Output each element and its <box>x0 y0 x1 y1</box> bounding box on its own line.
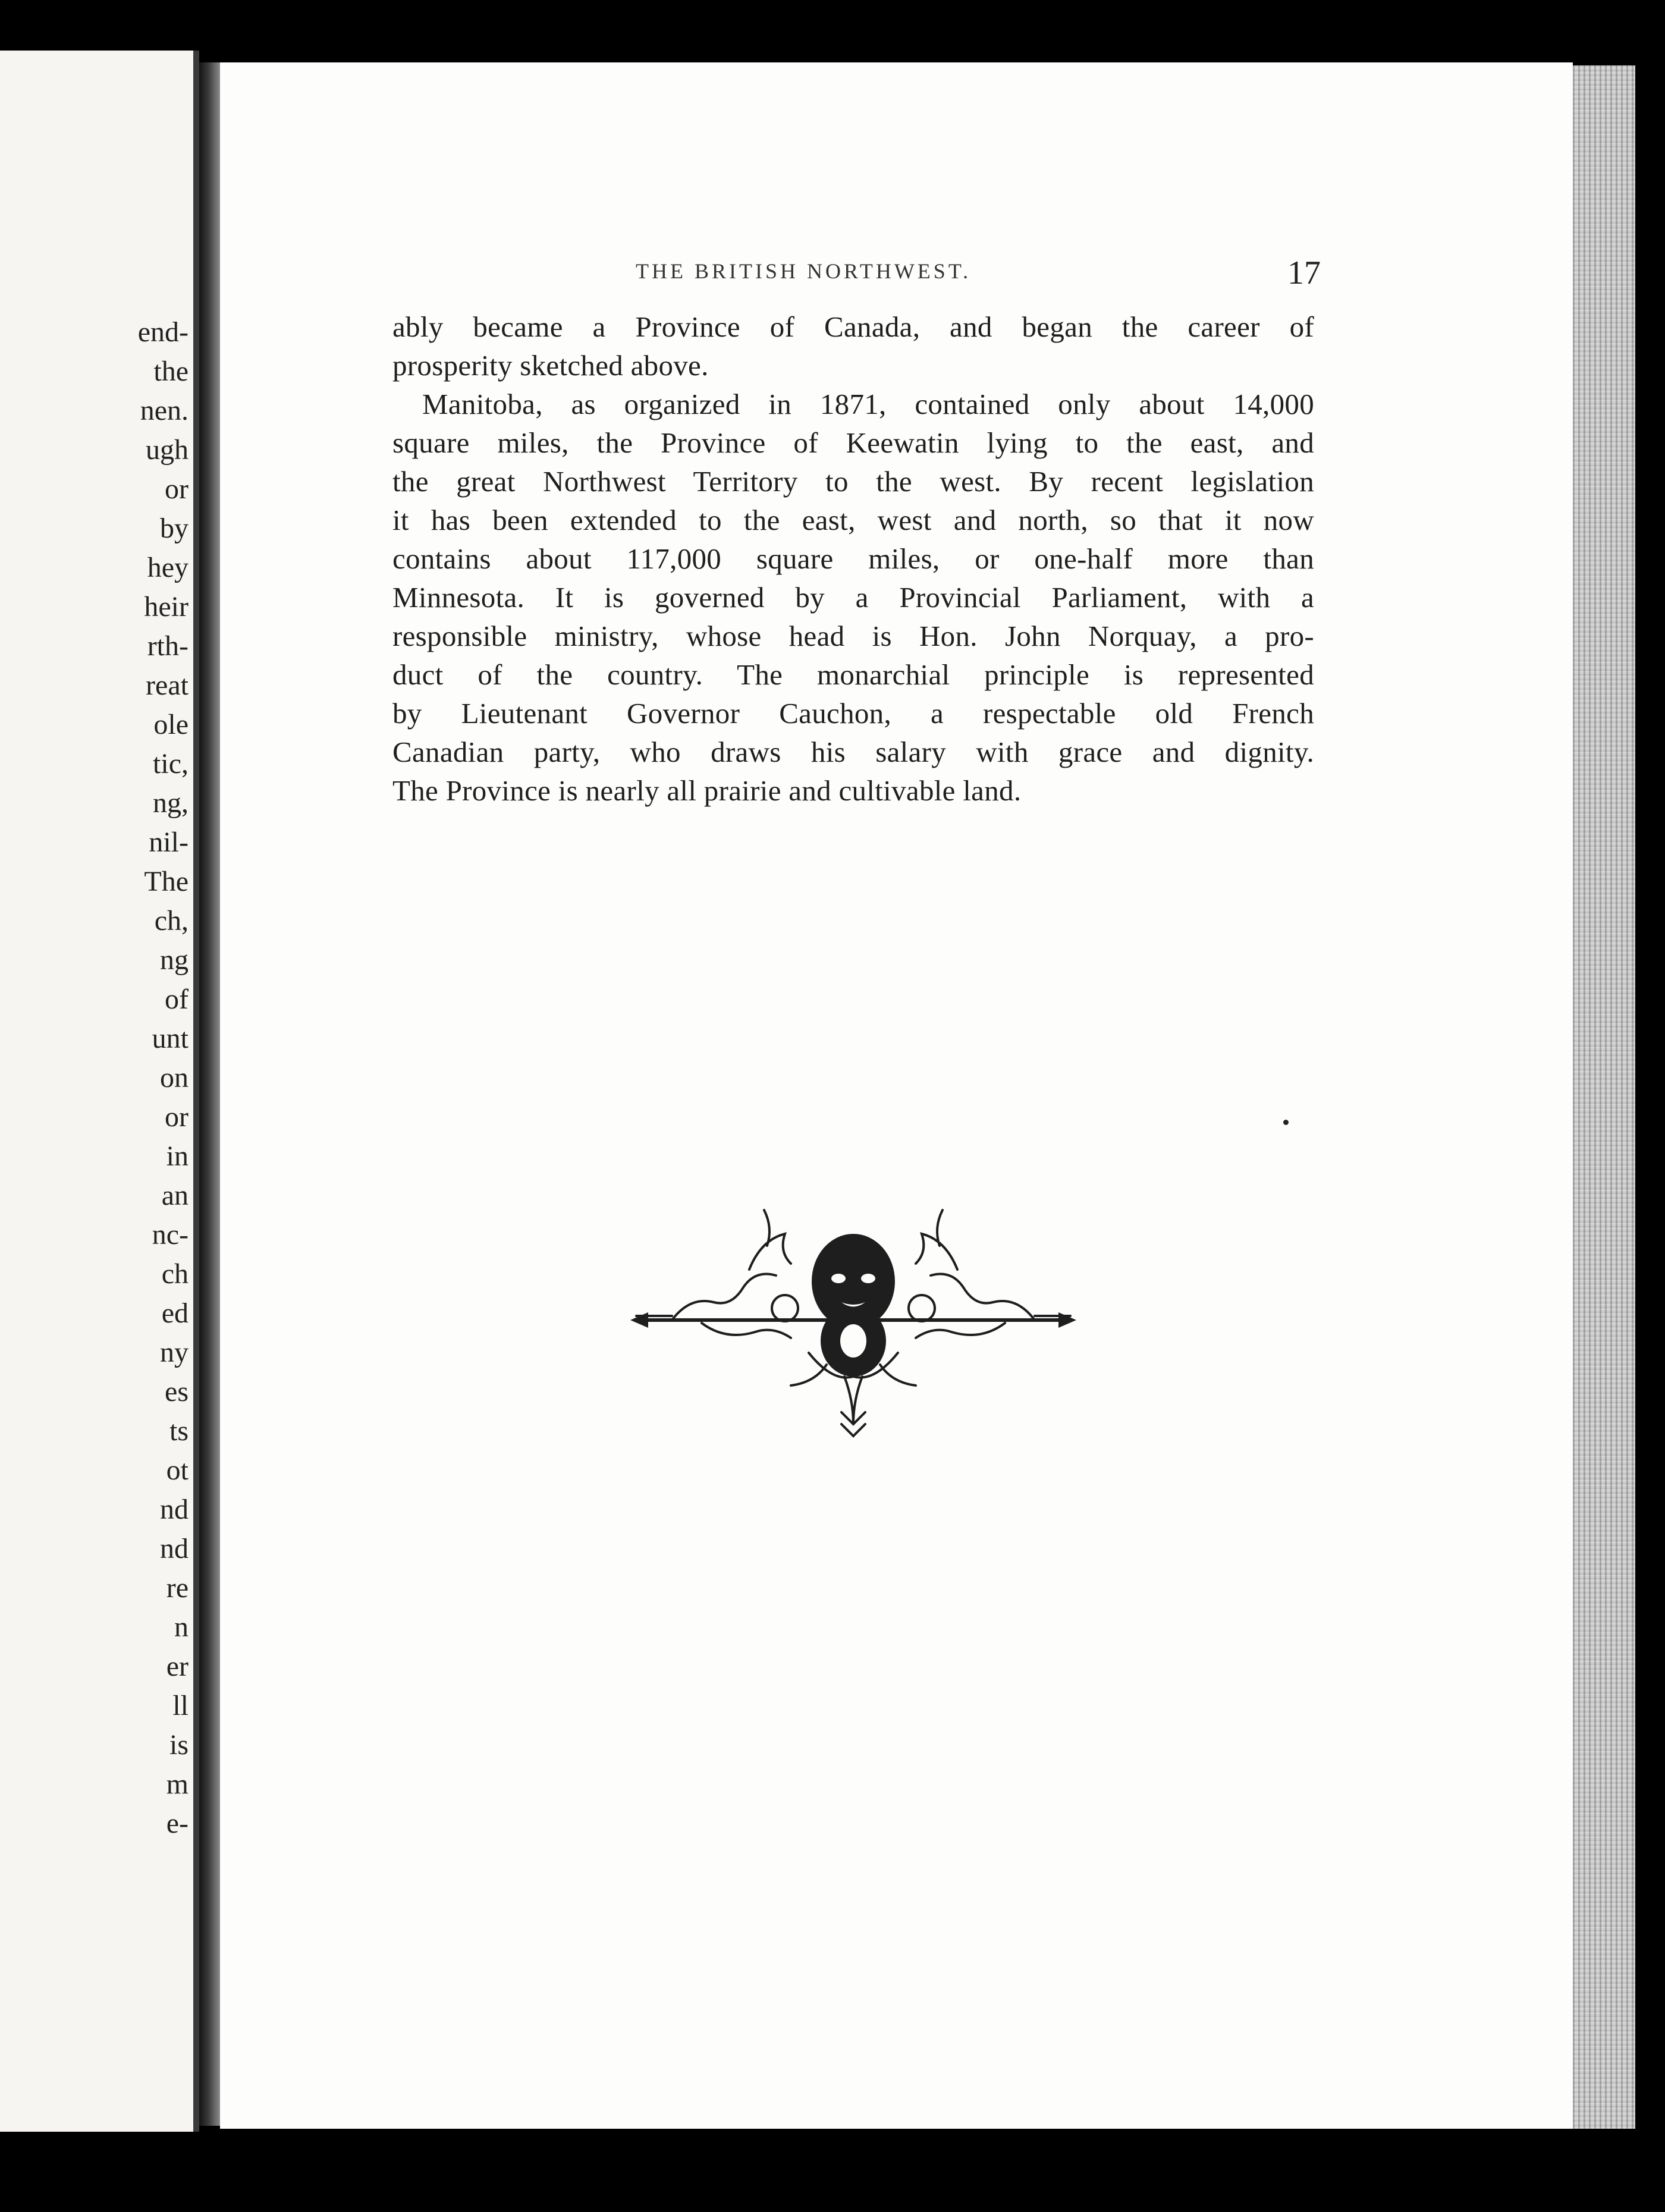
left-page-fragment: or <box>165 1101 189 1133</box>
text-line: square miles, the Province of Keewatin lying to the east, and <box>392 426 1314 459</box>
left-page-fragment: ng <box>160 944 189 976</box>
floral-ornament-icon <box>630 1174 1076 1448</box>
left-page-fragment: nil- <box>149 827 189 858</box>
text-line: by Lieutenant Governor Cauchon, a respectable old French <box>392 697 1314 730</box>
left-page-fragment: ng, <box>153 787 189 819</box>
left-page-fragment: ts <box>169 1415 189 1447</box>
page-edge-texture <box>1573 65 1635 2129</box>
left-page-fragment: hey <box>147 552 189 583</box>
text-line: Minnesota. It is governed by a Provincial Parliament, with a <box>392 581 1314 614</box>
text-line: responsible ministry, whose head is Hon. John Norquay, a pro- <box>392 620 1314 652</box>
left-page-fragment: nc- <box>152 1219 189 1250</box>
left-page-fragment: or <box>165 473 189 505</box>
left-page-fragment: nd <box>160 1533 189 1564</box>
left-page-fragment: an <box>161 1180 189 1211</box>
left-page-fragment: er <box>166 1651 189 1682</box>
text-line: ably became a Province of Canada, and began the career of <box>392 310 1314 343</box>
running-title: THE BRITISH NORTHWEST. <box>636 259 972 283</box>
text-line: prosperity sketched above. <box>392 349 709 382</box>
left-page-fragment: ole <box>153 709 189 740</box>
left-page-fragment: re <box>166 1572 189 1604</box>
left-page-fragment: n <box>174 1611 189 1643</box>
left-page-fragment: es <box>165 1376 189 1407</box>
book-page <box>220 62 1573 2129</box>
left-page-fragment: the <box>153 356 189 387</box>
text-line: Manitoba, as organized in 1871, contained only about 14,000 <box>422 388 1314 420</box>
left-page-fragment: end- <box>137 316 189 348</box>
text-line: Canadian party, who draws his salary with grace and dignity. <box>392 736 1314 768</box>
left-page-fragment: nen. <box>140 395 189 426</box>
page-number: 17 <box>1287 254 1321 291</box>
left-page-fragment: rth- <box>147 630 189 662</box>
book-gutter <box>199 62 220 2126</box>
left-page-fragment: ugh <box>146 434 189 466</box>
body-text <box>392 307 1314 810</box>
text-line: the great Northwest Territory to the west. By recent legislation <box>392 465 1314 498</box>
left-page-fragment: tic, <box>153 748 189 780</box>
left-page-fragment: on <box>160 1062 189 1094</box>
left-page-fragment: of <box>165 984 189 1015</box>
left-page-fragment: e- <box>166 1808 189 1839</box>
left-page-fragment: by <box>160 513 189 544</box>
text-line: duct of the country. The monarchial principle is represented <box>392 658 1314 691</box>
left-page-fragment: ed <box>161 1297 189 1329</box>
left-page-fragment: reat <box>146 670 189 701</box>
running-head <box>220 254 1573 290</box>
left-page-fragment: unt <box>152 1023 189 1054</box>
left-page-fragment: nd <box>160 1494 189 1525</box>
left-page-fragment: m <box>166 1768 189 1800</box>
left-page-fragment: ny <box>160 1337 189 1368</box>
left-page-fragment: in <box>166 1140 189 1172</box>
text-line: it has been extended to the east, west and north, so that it now <box>392 504 1314 536</box>
left-facing-page <box>0 51 199 2132</box>
text-line: contains about 117,000 square miles, or one-half more than <box>392 542 1314 575</box>
left-page-fragment: heir <box>144 591 189 623</box>
text-line: The Province is nearly all prairie and cultivable land. <box>392 774 1022 807</box>
left-page-fragment: The <box>144 866 189 897</box>
left-page-fragment: ot <box>166 1454 189 1486</box>
ink-speck <box>1283 1120 1289 1125</box>
left-page-fragment: ch, <box>154 905 189 937</box>
left-page-fragment: ch <box>161 1258 189 1290</box>
left-page-fragment: ll <box>172 1690 189 1721</box>
left-page-fragment: is <box>169 1729 189 1761</box>
